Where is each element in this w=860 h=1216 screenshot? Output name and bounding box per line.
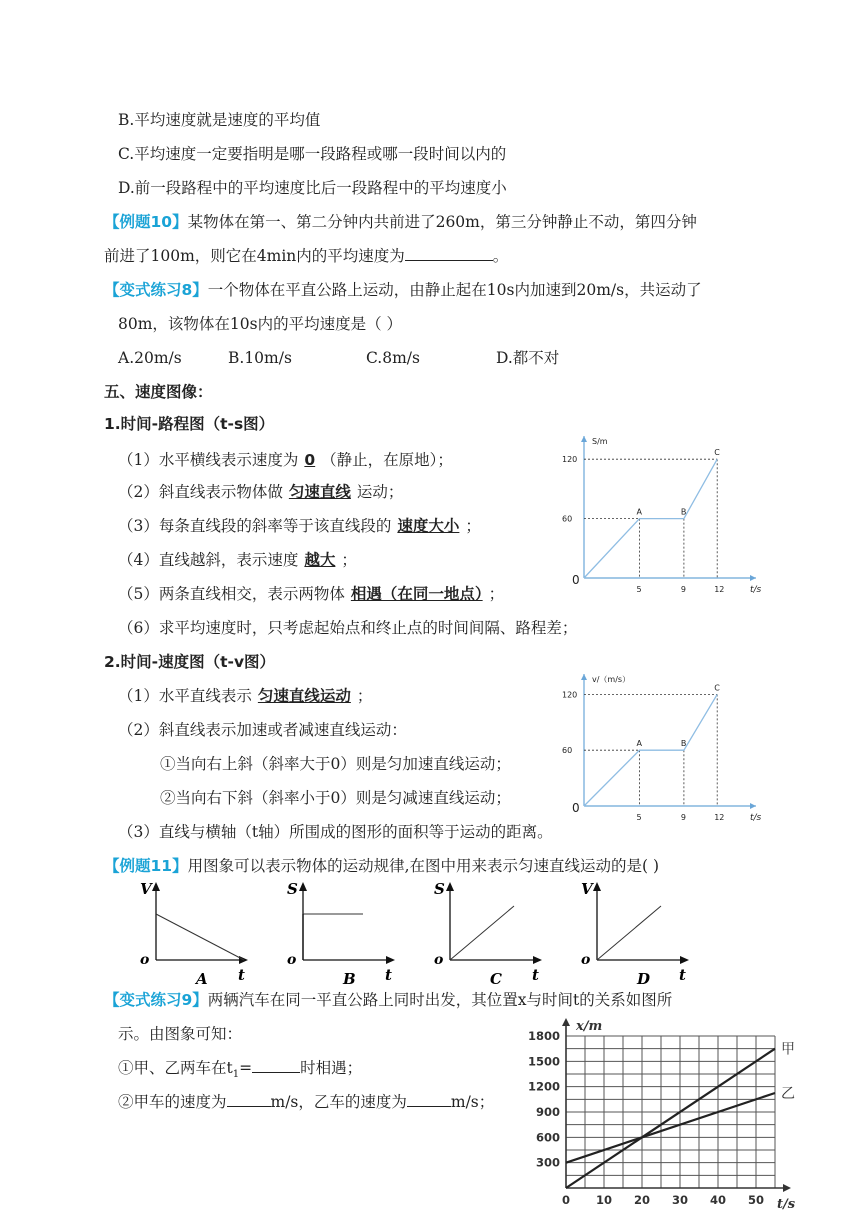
origin-label: 0 — [572, 573, 580, 587]
x-tick-label: 5 — [636, 813, 642, 822]
x-tick-label: 12 — [714, 813, 725, 822]
ts4-text: （4）直线越斜，表示速度 — [118, 551, 299, 569]
example-10-text-2: 前进了100m，则它在4min内的平均速度为 — [104, 247, 405, 265]
panel-x-arrow — [680, 956, 689, 964]
example-10-text: 某物体在第一、第二分钟内共前进了260m，第三分钟静止不动，第四分钟 — [187, 213, 697, 231]
ts3-text: （3）每条直线段的斜率等于该直线段的 — [118, 517, 392, 535]
ts-point-2 — [118, 482, 403, 502]
option-c: C.平均速度一定要指明是哪一段路程或哪一段时间以内的 — [118, 145, 507, 163]
tv1-text-2: ； — [356, 687, 373, 705]
ts4-text-2: ； — [341, 551, 357, 569]
data-line — [584, 459, 717, 578]
panel-y-arrow — [446, 882, 454, 891]
y-tick-label: 600 — [535, 1130, 560, 1145]
ts-graph — [560, 430, 760, 600]
example-10-line-2 — [104, 246, 508, 266]
tv-point-2-1: ①当向右上斜（斜率大于0）则是匀加速直线运动； — [160, 755, 511, 773]
y-tick-label: 900 — [535, 1105, 560, 1119]
panel-origin: o — [287, 952, 297, 968]
panel-y-arrow — [152, 882, 160, 891]
example-10-end: 。 — [492, 247, 509, 265]
q1-text: ①甲、乙两车在t — [118, 1059, 233, 1077]
panel-data-line — [450, 906, 514, 960]
option-d: D.前一段路程中的平均速度比后一段路程中的平均速度小 — [118, 179, 507, 197]
q1-text-2: 时相遇； — [300, 1059, 363, 1077]
y-axis-label: x/m — [576, 1019, 603, 1034]
panel-y-label: S — [287, 880, 298, 898]
example-11-line — [104, 856, 659, 876]
series-label-yi: 乙 — [781, 1086, 795, 1102]
x-axis-label: t/s — [777, 1197, 796, 1212]
axis-labels — [575, 1019, 796, 1212]
panel-x-arrow — [386, 956, 395, 964]
series-label-jia: 甲 — [781, 1041, 795, 1058]
x-tick-label: 9 — [680, 813, 686, 822]
variant-9-tag: 【变式练习9】 — [104, 991, 208, 1009]
x-tick-label: 12 — [714, 585, 725, 594]
point-label-A: A — [636, 507, 642, 517]
panel-y-label: V — [581, 880, 593, 898]
ts-graph-title: 1.时间-路程图（t-s图） — [104, 415, 275, 433]
variant-8-text: 一个物体在平直公路上运动，由静止起在10s内加速到20m/s，共运动了 — [207, 281, 702, 299]
option-b: B.平均速度就是速度的平均值 — [118, 111, 321, 129]
x-tick-label: 30 — [671, 1193, 689, 1207]
x-axis-label: t/s — [750, 585, 762, 595]
ts2-text-2: 运动； — [356, 483, 404, 501]
origin-label: 0 — [572, 801, 580, 815]
x-axis-arrow — [783, 1184, 791, 1192]
variant-9-line-2: 示。由图象可知： — [118, 1025, 243, 1043]
tv-graph — [560, 668, 760, 828]
ts3-answer: 速度大小 — [397, 517, 460, 535]
variant-9-line-1 — [104, 990, 672, 1010]
data-line — [584, 694, 717, 806]
y-tick-label: 120 — [562, 690, 578, 700]
q1-eq: = — [239, 1059, 253, 1077]
ts2-answer: 匀速直线 — [288, 483, 351, 501]
variant-9-q1 — [118, 1058, 362, 1085]
ts1-text: （1）水平横线表示速度为 — [118, 451, 299, 469]
example-10-line-1 — [104, 212, 697, 232]
y-axis-arrow — [562, 1018, 570, 1026]
x-tick-label: 9 — [680, 585, 686, 594]
ts5-text: （5）两条直线相交，表示两物体 — [118, 585, 345, 603]
series-line-yi — [566, 1093, 775, 1163]
panel-data-line — [156, 914, 244, 960]
tv-point-2-2: ②当向右下斜（斜率小于0）则是匀减速直线运动； — [160, 789, 511, 807]
panel-y-label: V — [140, 880, 152, 898]
x-tick-label: 5 — [636, 585, 642, 594]
y-axis-arrow — [581, 436, 587, 442]
y-tick-label: 1800 — [527, 1029, 560, 1043]
q2-text: ②甲车的速度为 — [118, 1093, 227, 1111]
point-label-B: B — [680, 739, 687, 749]
panel-x-label: t — [385, 966, 392, 984]
section-5-heading: 五、速度图像： — [104, 383, 213, 401]
ts1-text-2: （静止，在原地）； — [321, 451, 453, 469]
variant-8-option-c: C.8m/s — [366, 349, 420, 367]
motion-graphs-abcd — [130, 876, 710, 988]
panel-y-arrow — [593, 882, 601, 891]
ts-point-1 — [118, 450, 453, 470]
panel-origin: o — [581, 952, 591, 968]
y-tick-label: 1500 — [527, 1054, 560, 1069]
panel-caption: C — [490, 970, 502, 988]
panel-origin: o — [434, 952, 444, 968]
panel-x-label: t — [532, 966, 539, 984]
tv1-answer: 匀速直线运动 — [257, 687, 351, 705]
ts-point-3 — [118, 516, 481, 536]
point-label-A: A — [636, 739, 642, 749]
variant-9-q2 — [118, 1092, 494, 1112]
ts5-answer: 相遇（在同一地点） — [350, 585, 483, 603]
variant-9-text: 两辆汽车在同一平直公路上同时出发，其位置x与时间t的关系如图所 — [207, 991, 673, 1009]
variant-8-option-b: B.10m/s — [228, 349, 292, 367]
q2-text-3: m/s； — [450, 1093, 495, 1111]
y-axis-label: v/（m/s） — [592, 675, 631, 684]
tv-point-1 — [118, 686, 372, 706]
tv-point-2: （2）斜直线表示加速或者减速直线运动： — [118, 721, 407, 739]
ts-point-6: （6）求平均速度时，只考虑起始点和终止点的时间间隔、路程差； — [118, 619, 578, 637]
panel-x-label: t — [679, 966, 686, 984]
y-tick-label: 120 — [562, 455, 578, 465]
variant-8-tag: 【变式练习8】 — [104, 281, 208, 299]
ts4-answer: 越大 — [304, 551, 336, 569]
series-line-jia — [566, 1049, 775, 1188]
x-tick-label: 20 — [633, 1193, 651, 1207]
y-tick-label: 300 — [535, 1155, 560, 1170]
panel-y-arrow — [299, 882, 307, 891]
panel-origin: o — [140, 952, 150, 968]
ts3-text-2: ； — [465, 517, 481, 535]
q1-subscript: 1 — [232, 1069, 240, 1081]
x-tick-label: 10 — [595, 1193, 613, 1207]
q1-answer-blank[interactable] — [252, 1058, 300, 1073]
tv-graph-title: 2.时间-速度图（t-v图） — [104, 653, 276, 671]
ts1-answer: 0 — [304, 451, 316, 469]
q2-text-2: m/s，乙车的速度为 — [270, 1093, 407, 1111]
panel-caption: A — [196, 970, 208, 988]
q2-answer-blank-1[interactable] — [227, 1092, 271, 1107]
x-tick-label: 50 — [747, 1193, 765, 1207]
ts-point-4 — [118, 550, 357, 570]
y-axis-label: S/m — [592, 437, 608, 446]
variant-8-option-a: A.20m/s — [118, 349, 182, 367]
x-axis-arrow — [750, 803, 756, 809]
ts5-text-2: ； — [488, 585, 505, 603]
y-axis-arrow — [581, 674, 587, 680]
q2-answer-blank-2[interactable] — [407, 1092, 451, 1107]
x-axis-label: t/s — [750, 813, 762, 823]
ts-point-5 — [118, 584, 504, 604]
tv1-text: （1）水平直线表示 — [118, 687, 252, 705]
variant-8-option-d: D.都不对 — [496, 349, 560, 367]
example-10-tag: 【例题10】 — [104, 213, 188, 231]
ts2-text: （2）斜直线表示物体做 — [118, 483, 283, 501]
panel-y-label: S — [434, 880, 445, 898]
x-tick-label: 40 — [709, 1193, 727, 1207]
y-tick-label: 60 — [562, 514, 573, 524]
y-tick-label: 1200 — [527, 1079, 560, 1094]
xt-graph — [520, 1016, 796, 1216]
answer-blank[interactable] — [405, 246, 493, 261]
variant-8-line-1 — [104, 280, 702, 300]
point-label-B: B — [680, 507, 687, 517]
panel-caption: B — [343, 970, 356, 988]
panel-caption: D — [637, 970, 651, 988]
point-label-C: C — [714, 683, 720, 693]
tv-point-3: （3）直线与横轴（t轴）所围成的图形的面积等于运动的距离。 — [118, 823, 553, 841]
example-11-tag: 【例题11】 — [104, 857, 188, 875]
point-label-C: C — [714, 448, 720, 458]
y-tick-label: 60 — [562, 746, 573, 756]
variant-8-line-2: 80m，该物体在10s内的平均速度是（ ） — [118, 315, 403, 333]
x-axis-arrow — [750, 575, 756, 581]
panel-data-line — [597, 906, 661, 960]
panel-x-arrow — [533, 956, 542, 964]
example-11-text: 用图象可以表示物体的运动规律,在图中用来表示匀速直线运动的是( ) — [187, 857, 660, 875]
panel-x-label: t — [238, 966, 245, 984]
x-tick-label: 0 — [561, 1193, 571, 1207]
